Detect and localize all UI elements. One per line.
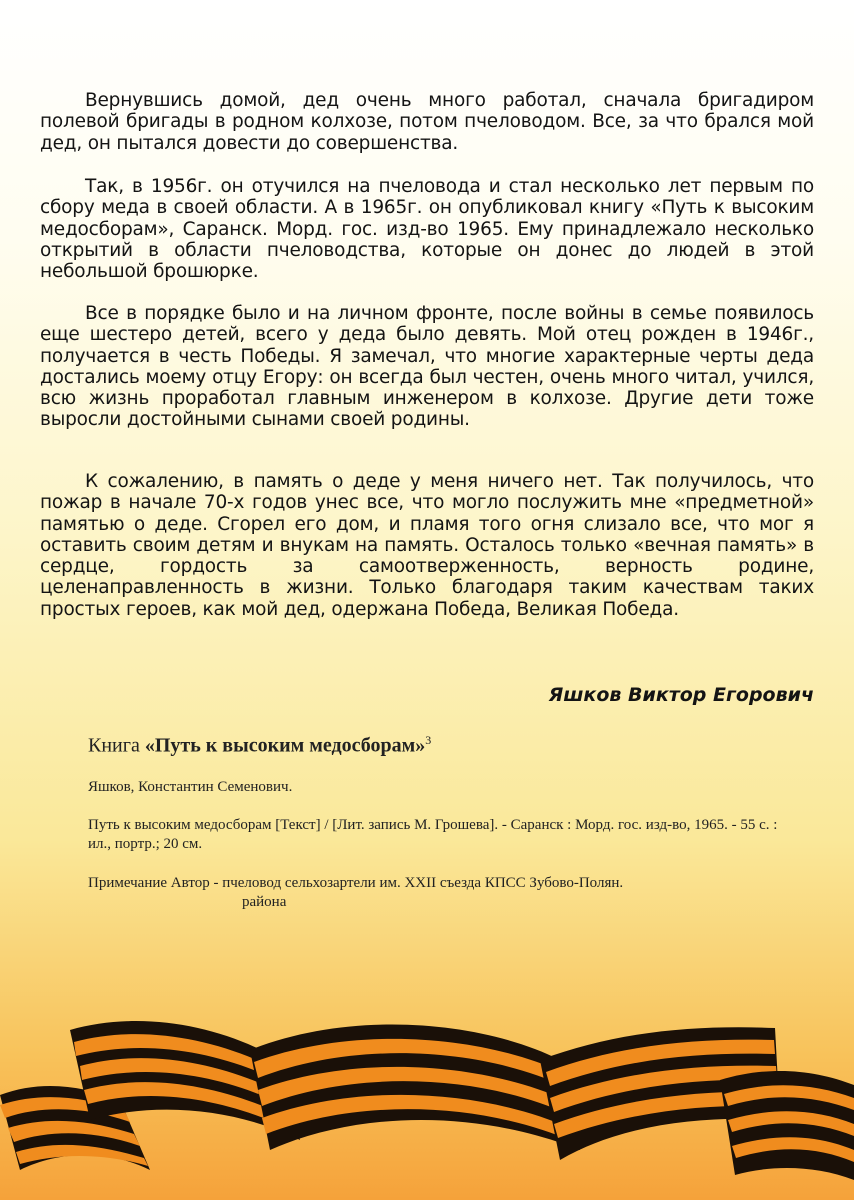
st-george-ribbon bbox=[0, 1000, 854, 1200]
paragraph-3: Все в порядке было и на личном фронте, после войны в семье появилось еще шестеро детей, всего у деда было девять. Мой отец рожден в 1946г., получается в честь Победы. Я замечал, что многие характерные черты деда достались моему отцу Егору: он всегда был честен, очень много читал, учился, всю жизнь проработал главным инженером в колхозе. Другие дети тоже выросли достойными сынами своей родины. bbox=[40, 303, 814, 431]
author-signature: Яшков Виктор Егорович bbox=[548, 684, 814, 706]
book-title-prefix: Книга bbox=[88, 734, 145, 757]
ribbon-right-tail bbox=[720, 1071, 854, 1180]
book-note-cont: района bbox=[242, 894, 287, 910]
paragraph-1: Вернувшись домой, дед очень много работал, сначала бригадиром полевой бригады в родном колхозе, потом пчеловодом. Все, за что брался мой дед, он пытался довести до совершенства. bbox=[40, 90, 814, 154]
paragraph-4: К сожалению, в память о деде у меня ничего нет. Так получилось, что пожар в начале 70-х годов унес все, что могло послужить мне «предметной» памятью о деде. Сгорел его дом, и пламя того огня слизало все, что мог я оставить своим детям и внукам на память. Осталось только «вечная память» в сердце, гордость за самоотверженность, верность родине, целенаправленность в жизни. Только благодаря таким качествам таких простых героев, как мой дед, одержана Победа, Великая Победа. bbox=[40, 471, 814, 620]
book-note: Примечание Автор - пчеловод сельхозартели им. XXII съезда КПСС Зубово-Полян. bbox=[88, 875, 624, 891]
book-citation: Путь к высоким медосборам [Текст] / [Лит. запись М. Грошева]. - Саранск : Морд. гос. изд-во, 1965. - 55 с. : ил., портр.; 20 см. bbox=[88, 817, 778, 852]
footnote-number: 3 bbox=[425, 733, 432, 747]
book-author: Яшков, Константин Семенович. bbox=[88, 779, 293, 795]
book-title: «Путь к высоким медосборам» bbox=[144, 734, 426, 757]
paragraph-2: Так, в 1956г. он отучился на пчеловода и стал несколько лет первым по сбору меда в своей области. А в 1965г. он опубликовал книгу «Путь к высоким медосборам», Саранск. Морд. гос. изд-во 1965. Ему принадлежало несколько открытий в области пчеловодства, которые он донес до людей в этой небольшой брошюрке. bbox=[40, 176, 814, 283]
ribbon-center bbox=[250, 1025, 580, 1150]
book-reference-title bbox=[88, 733, 431, 758]
